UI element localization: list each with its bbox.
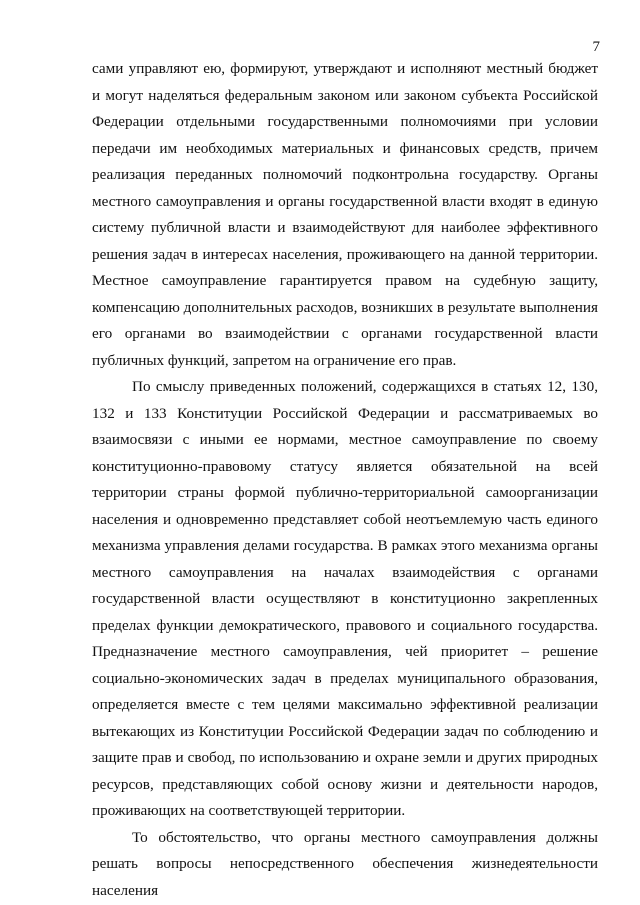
paragraph-local-government-duties: То обстоятельство, что органы местного самоуправления должны решать вопросы непосредственного обеспечения жизнедеятельности населения: [92, 828, 598, 899]
page-number: 7: [592, 39, 600, 55]
paragraph-constitutional-status: По смыслу приведенных положений, содержащихся в статьях 12, 130, 132 и 133 Конституции Российской Федерации и рассматриваемых во взаимосвязи с иными ее нормами, местное самоуправление по своему конституционно-правовому статусу является обязательной на всей территории страны формой публично-территориальной самоорганизации населения и одновременно представляет собой неотъемлемую часть единого механизма управления делами государства. В рамках этого механизма органы местного самоуправления на началах взаимодействия с органами государственной власти осуществляют в конституционно закрепленных пределах функции демократического, правового и социального государства. Предназначение местного самоуправления, чей приоритет – решение социально-экономических задач в пределах муниципального образования, определяется вместе с тем целями максимально эффективной реализации вытекающих из Конституции Российской Федерации задач по соблюдению и защите прав и свобод, по использованию и охране земли и других природных ресурсов, представляющих собой основу жизни и деятельности народов, проживающих на соответствующей территории.: [92, 378, 598, 819]
paragraph-continuation: сами управляют ею, формируют, утверждают и исполняют местный бюджет и могут наделяться федеральным законом или законом субъекта Российской Федерации отдельными государственными полномочиями при условии передачи им необходимых материальных и финансовых средств, причем реализация переданных полномочий подконтрольна государству. Органы местного самоуправления и органы государственной власти входят в единую систему публичной власти и взаимодействуют для наиболее эффективного решения задач в интересах населения, проживающего на данной территории. Местное самоуправление гарантируется правом на судебную защиту, компенсацию дополнительных расходов, возникших в результате выполнения его органами во взаимодействии с органами государственной власти публичных функций, запретом на ограничение его прав.: [92, 60, 598, 369]
document-body: [92, 56, 598, 904]
